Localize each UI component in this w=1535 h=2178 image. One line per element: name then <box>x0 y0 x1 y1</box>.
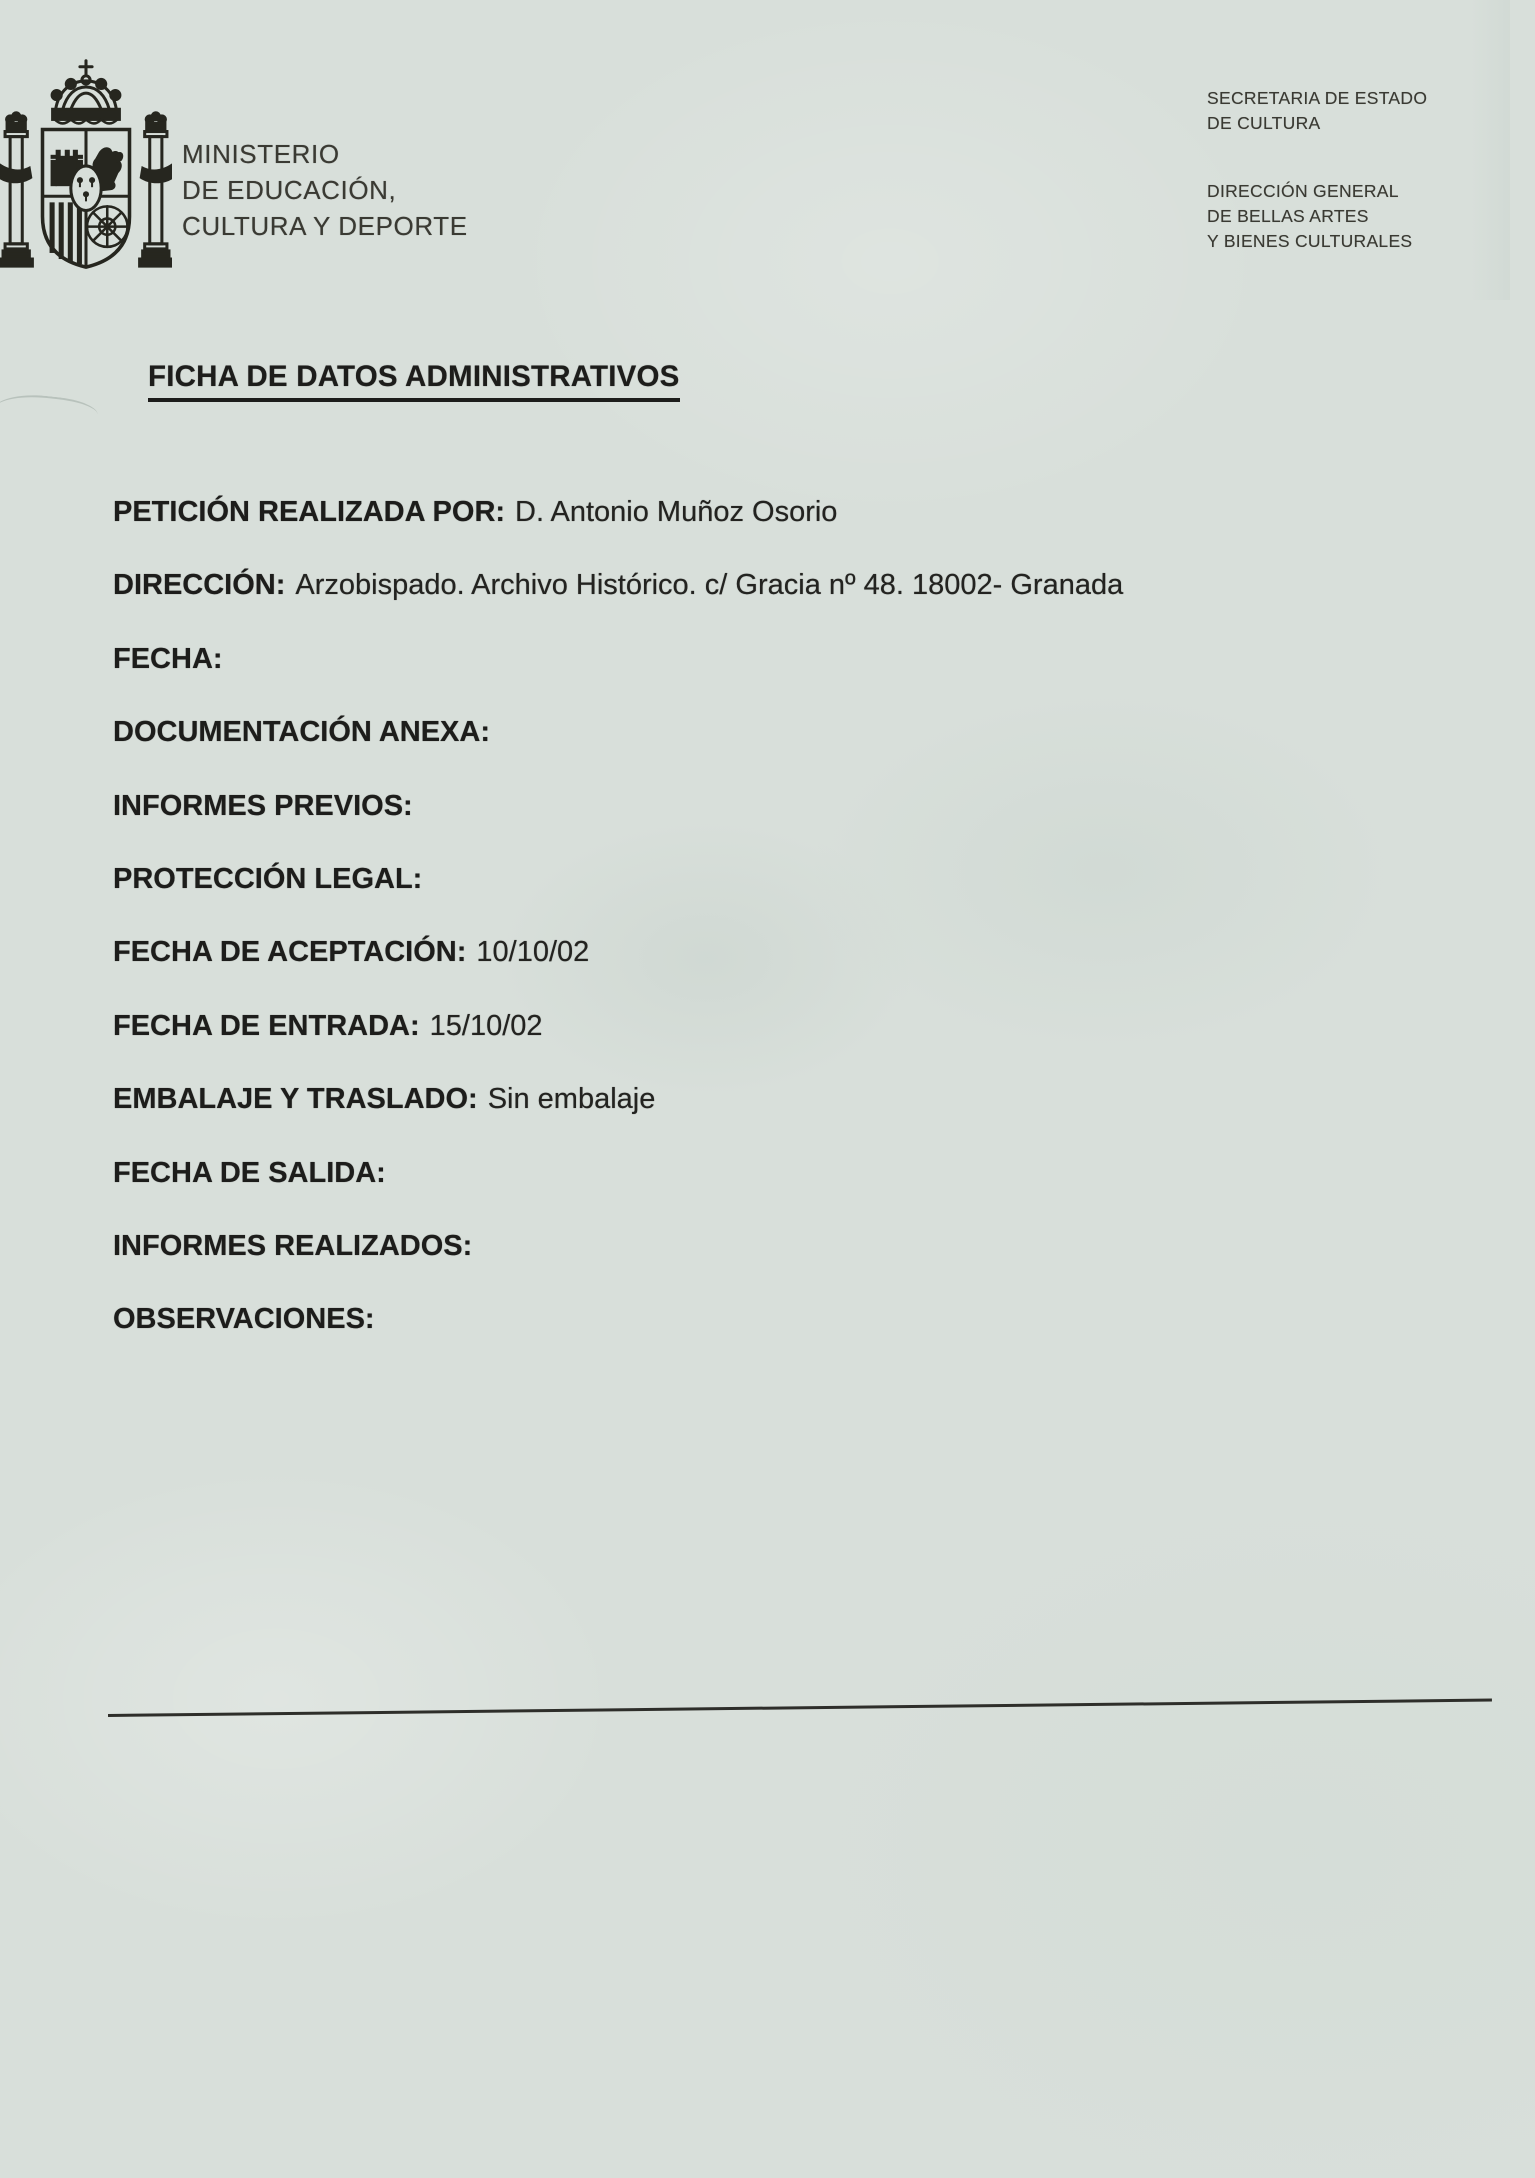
field-row-fecha-entrada <box>113 1010 1453 1083</box>
field-row-proteccion-legal <box>113 863 1453 936</box>
document-title: FICHA DE DATOS ADMINISTRATIVOS <box>148 360 680 402</box>
field-label: INFORMES PREVIOS: <box>113 789 413 822</box>
ministry-line-1: MINISTERIO <box>182 139 340 169</box>
field-label: FECHA DE ENTRADA: <box>113 1009 420 1042</box>
paper-edge-shading <box>1470 0 1510 300</box>
bottom-divider-line <box>108 1699 1492 1717</box>
field-value: Arzobispado. Archivo Histórico. c/ Gracia nº 48. 18002- Granada <box>295 569 1124 602</box>
directorate-block <box>1207 179 1412 254</box>
field-row-fecha-salida <box>113 1157 1453 1230</box>
field-label: INFORMES REALIZADOS: <box>113 1229 473 1262</box>
field-value: Sin embalaje <box>487 1083 656 1116</box>
field-label: FECHA DE ACEPTACIÓN: <box>113 936 467 969</box>
field-row-informes-realizados <box>113 1230 1453 1303</box>
field-row-embalaje-traslado <box>113 1083 1453 1156</box>
field-value: 10/10/02 <box>476 936 590 969</box>
spain-coat-of-arms-icon <box>0 52 172 290</box>
directorate-line-3: Y BIENES CULTURALES <box>1207 231 1413 251</box>
field-label: EMBALAJE Y TRASLADO: <box>113 1083 478 1116</box>
directorate-line-2: DE BELLAS ARTES <box>1207 206 1369 226</box>
field-label: FECHA: <box>113 642 223 675</box>
secretariat-line-1: SECRETARIA DE ESTADO <box>1207 88 1428 108</box>
field-label: PETICIÓN REALIZADA POR: <box>113 496 506 528</box>
field-row-fecha-aceptacion <box>113 936 1453 1009</box>
secretariat-block <box>1207 86 1427 136</box>
field-row-documentacion-anexa <box>113 716 1453 789</box>
field-label: PROTECCIÓN LEGAL: <box>113 862 423 895</box>
field-label: DIRECCIÓN: <box>113 569 286 602</box>
field-label: DOCUMENTACIÓN ANEXA: <box>113 716 490 749</box>
ministry-line-2: DE EDUCACIÓN, <box>182 175 397 205</box>
field-row-peticion <box>113 496 1453 569</box>
form-fields <box>113 496 1453 1377</box>
ministry-line-3: CULTURA Y DEPORTE <box>182 211 468 241</box>
field-row-informes-previos <box>113 790 1453 863</box>
directorate-line-1: DIRECCIÓN GENERAL <box>1207 181 1399 201</box>
ministry-name <box>182 136 468 244</box>
field-label: OBSERVACIONES: <box>113 1303 375 1336</box>
secretariat-line-2: DE CULTURA <box>1207 113 1321 133</box>
field-label: FECHA DE SALIDA: <box>113 1156 386 1189</box>
field-row-observaciones <box>113 1303 1453 1376</box>
field-value: D. Antonio Muñoz Osorio <box>515 496 838 528</box>
field-value: 15/10/02 <box>429 1009 543 1042</box>
field-row-direccion <box>113 569 1453 642</box>
field-row-fecha <box>113 643 1453 716</box>
paper-crease <box>0 391 99 424</box>
